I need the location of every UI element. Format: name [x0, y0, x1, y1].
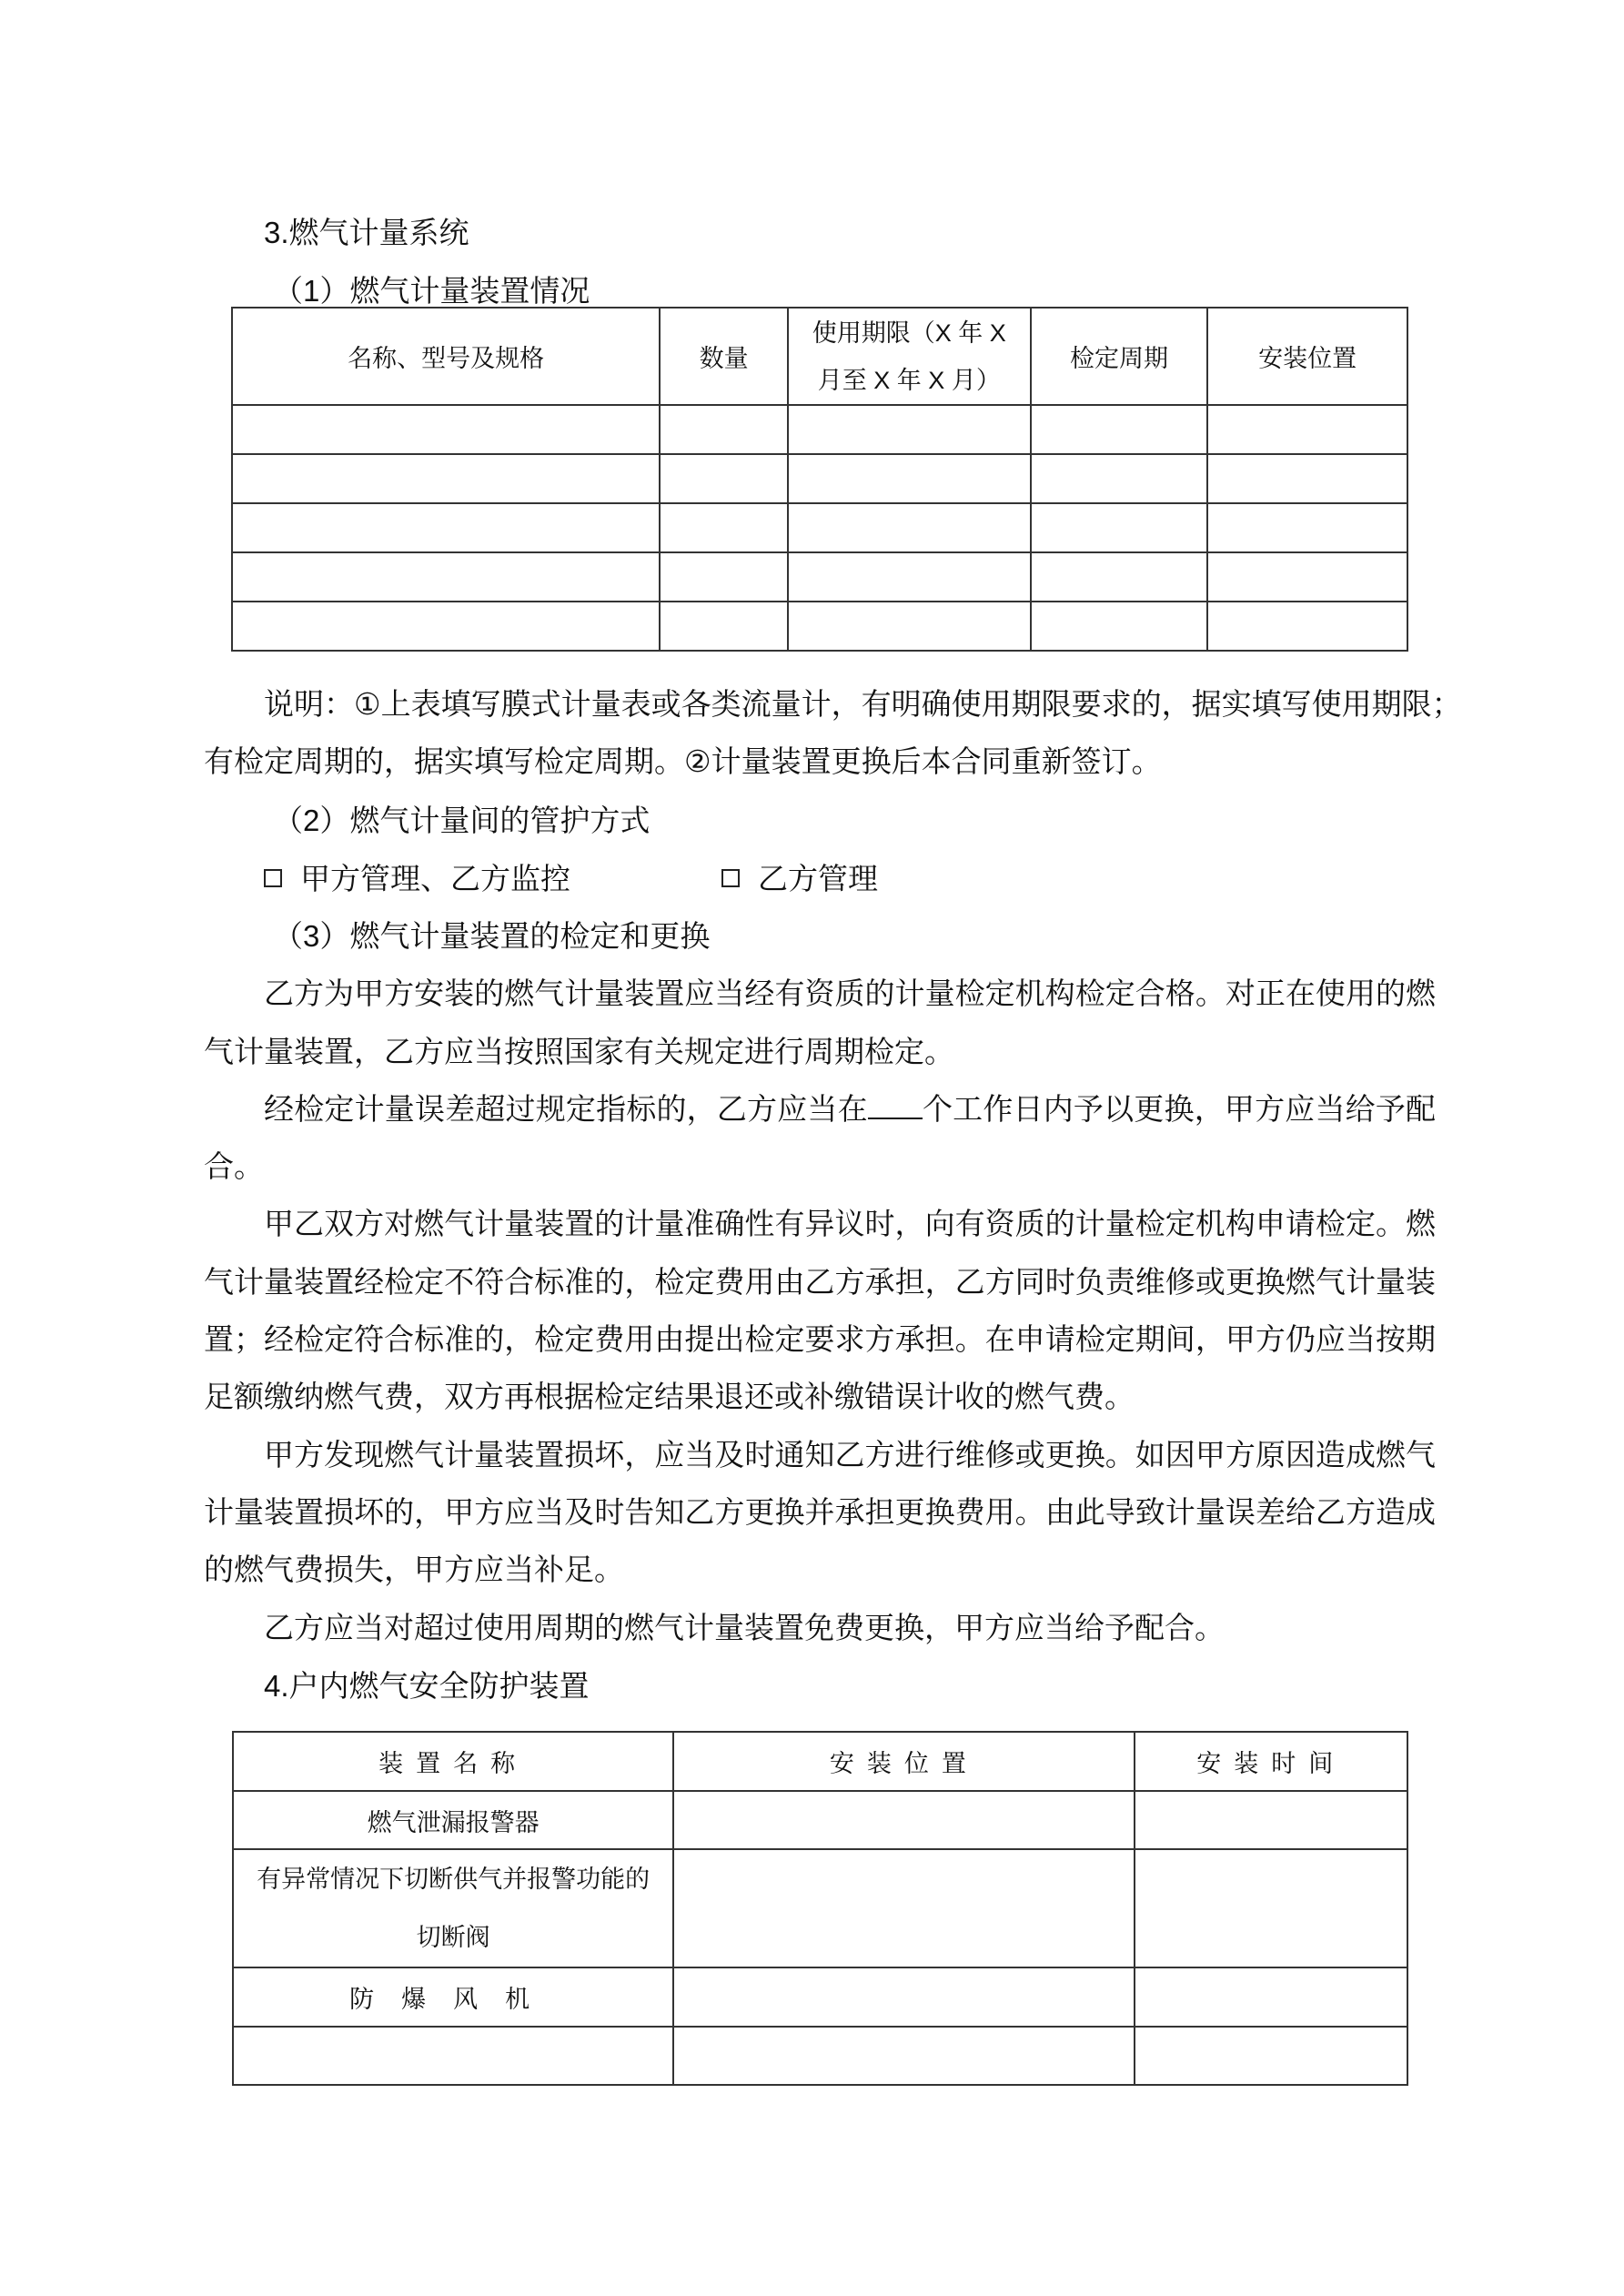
- header-quantity: 数量: [660, 308, 788, 405]
- paragraph-line: 足额缴纳燃气费，双方再根据检定结果退还或补缴错误计收的燃气费。: [204, 1380, 1135, 1413]
- table-cell[interactable]: [232, 405, 660, 454]
- header-usage-period: [788, 308, 1031, 405]
- paragraph-line: 置；经检定符合标准的，检定费用由提出检定要求方承担。在申请检定期间，甲方仍应当按期: [204, 1322, 1436, 1356]
- option-label: 乙方管理: [758, 862, 878, 895]
- subsection-3-title: （3）燃气计量装置的检定和更换: [273, 919, 711, 953]
- paragraph-line: 的燃气费损失，甲方应当补足。: [204, 1553, 624, 1586]
- table-cell[interactable]: [1207, 552, 1407, 602]
- safety-device-table: [232, 1731, 1408, 2086]
- table-cell[interactable]: [673, 1967, 1135, 2027]
- table-cell[interactable]: [232, 552, 660, 602]
- section-3-title: 3.燃气计量系统: [264, 216, 469, 249]
- table-row: [232, 405, 1407, 454]
- header-install-location: 安装位置: [673, 1732, 1135, 1791]
- days-blank-field[interactable]: [868, 1090, 923, 1119]
- table-cell[interactable]: [660, 602, 788, 651]
- paragraph-text: 个工作日内予以更换，甲方应当给予配: [922, 1092, 1437, 1126]
- table-cell[interactable]: [1207, 405, 1407, 454]
- table-row: [232, 503, 1407, 552]
- option-label: 甲方管理、乙方监控: [300, 862, 570, 895]
- device-shutoff-valve-line2: 切断阀: [416, 1924, 490, 1951]
- header-usage-period-line1: 使用期限（X 年 X: [812, 319, 1006, 347]
- device-shutoff-valve-line1: 有异常情况下切断供气并报警功能的: [257, 1866, 651, 1893]
- table-cell[interactable]: [1207, 602, 1407, 651]
- header-install-location: 安装位置: [1207, 308, 1407, 405]
- table-cell[interactable]: [1135, 1849, 1407, 1967]
- paragraph-line: 甲方发现燃气计量装置损坏，应当及时通知乙方进行维修或更换。如因甲方原因造成燃气: [264, 1438, 1436, 1472]
- table-cell[interactable]: [1031, 405, 1208, 454]
- device-shutoff-valve: [233, 1849, 673, 1967]
- header-inspection-cycle: 检定周期: [1031, 308, 1208, 405]
- table-cell[interactable]: [788, 405, 1031, 454]
- table-cell[interactable]: [660, 503, 788, 552]
- device-explosion-proof-fan: 防爆风机: [233, 1967, 673, 2027]
- paragraph-line: 气计量装置经检定不符合标准的，检定费用由乙方承担，乙方同时负责维修或更换燃气计量装: [204, 1265, 1436, 1299]
- management-option-2[interactable]: [721, 850, 1624, 908]
- table-cell[interactable]: [1031, 552, 1208, 602]
- subsection-1-title: （1）燃气计量装置情况: [273, 274, 590, 308]
- paragraph-line: 甲乙双方对燃气计量装置的计量准确性有异议时，向有资质的计量检定机构申请检定。燃: [264, 1207, 1436, 1240]
- table-cell[interactable]: [788, 552, 1031, 602]
- checkbox-icon[interactable]: [721, 869, 740, 887]
- table-cell[interactable]: [232, 503, 660, 552]
- table-cell[interactable]: [232, 602, 660, 651]
- table-cell[interactable]: [788, 454, 1031, 503]
- table-cell[interactable]: [1031, 503, 1208, 552]
- table-cell[interactable]: [1207, 454, 1407, 503]
- table-cell[interactable]: [233, 2027, 673, 2085]
- paragraph-line: 计量装置损坏的，甲方应当及时告知乙方更换并承担更换费用。由此导致计量误差给乙方造成: [204, 1495, 1436, 1529]
- table-cell[interactable]: [660, 454, 788, 503]
- paragraph-line: 合。: [204, 1149, 264, 1183]
- paragraph-line: [264, 1080, 1436, 1138]
- table-cell[interactable]: [673, 1849, 1135, 1967]
- table-row: [232, 552, 1407, 602]
- table-cell[interactable]: [1207, 503, 1407, 552]
- header-install-time: 安装时间: [1135, 1732, 1407, 1791]
- table-row: [232, 454, 1407, 503]
- header-name-model: 名称、型号及规格: [232, 308, 660, 405]
- note-line-1: 说明：①上表填写膜式计量表或各类流量计，有明确使用期限要求的，据实填写使用期限；: [264, 687, 1462, 721]
- table-cell[interactable]: [1031, 602, 1208, 651]
- table-cell[interactable]: [1135, 1967, 1407, 2027]
- header-device-name: 装置名称: [233, 1732, 673, 1791]
- table-row: [233, 1849, 1407, 1967]
- section-4-title: 4.户内燃气安全防护装置: [264, 1669, 590, 1703]
- table-cell[interactable]: [1135, 1791, 1407, 1849]
- paragraph-line: 乙方应当对超过使用周期的燃气计量装置免费更换，甲方应当给予配合。: [264, 1611, 1225, 1644]
- note-line-2: 有检定周期的，据实填写检定周期。②计量装置更换后本合同重新签订。: [204, 744, 1162, 778]
- table-row: [232, 602, 1407, 651]
- table-row: [233, 1791, 1407, 1849]
- table-row: [233, 2027, 1407, 2085]
- table-cell[interactable]: [660, 552, 788, 602]
- device-gas-leak-alarm: 燃气泄漏报警器: [233, 1791, 673, 1849]
- table-cell[interactable]: [673, 2027, 1135, 2085]
- table-cell[interactable]: [673, 1791, 1135, 1849]
- table-cell[interactable]: [660, 405, 788, 454]
- table-cell[interactable]: [1135, 2027, 1407, 2085]
- meter-device-table: [231, 307, 1408, 652]
- paragraph-line: 气计量装置，乙方应当按照国家有关规定进行周期检定。: [204, 1035, 954, 1068]
- checkbox-icon[interactable]: [264, 869, 282, 887]
- subsection-2-title: （2）燃气计量间的管护方式: [273, 804, 651, 837]
- paragraph-line: 乙方为甲方安装的燃气计量装置应当经有资质的计量检定机构检定合格。对正在使用的燃: [264, 976, 1436, 1010]
- header-usage-period-line2: 月至 X 年 X 月）: [817, 366, 1001, 394]
- table-cell[interactable]: [788, 503, 1031, 552]
- table-row: [233, 1967, 1407, 2027]
- paragraph-text: 经检定计量误差超过规定指标的，乙方应当在: [264, 1092, 868, 1126]
- table-cell[interactable]: [788, 602, 1031, 651]
- table-cell[interactable]: [1031, 454, 1208, 503]
- table-cell[interactable]: [232, 454, 660, 503]
